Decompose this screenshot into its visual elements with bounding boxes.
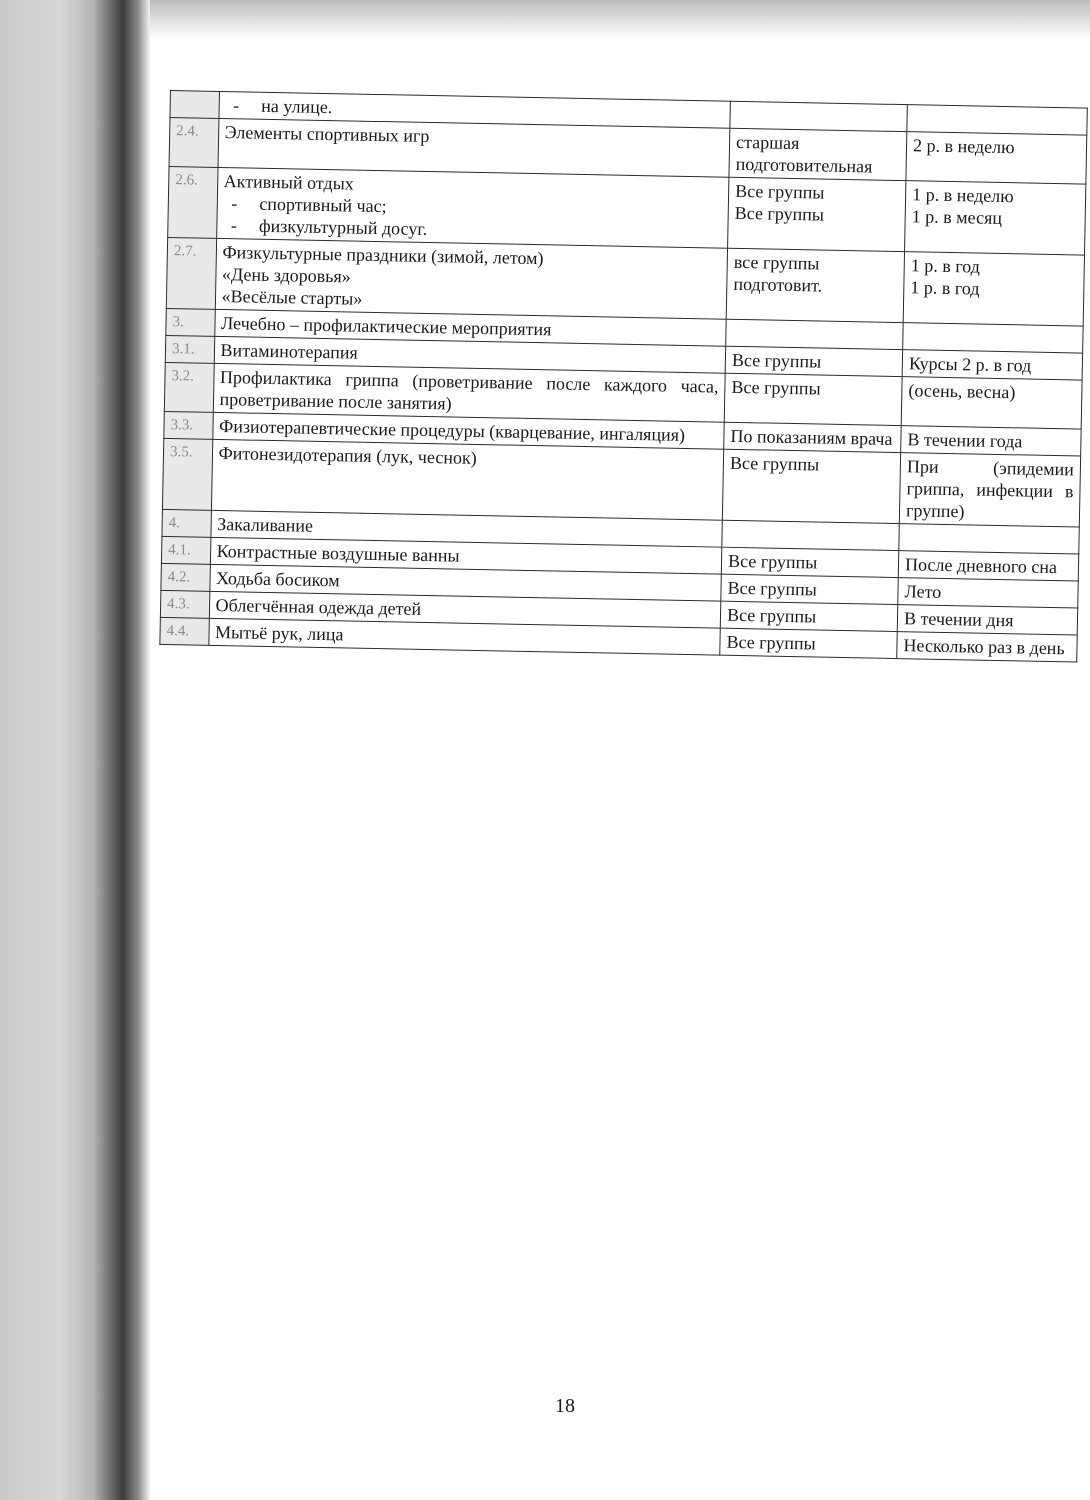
frequency-value: 1 р. в неделю <box>912 184 1014 207</box>
groups-cell <box>726 248 904 322</box>
measure-text: Ходьба босиком <box>215 567 340 591</box>
table-body <box>160 91 1087 663</box>
group-value: все группы <box>733 251 820 274</box>
row-number: 3.5. <box>162 438 212 510</box>
row-number: 2.7. <box>166 237 216 309</box>
frequency-cell <box>901 377 1082 429</box>
frequency-cell <box>903 323 1083 353</box>
group-value: Все группы <box>727 550 818 573</box>
groups-cell <box>724 422 902 452</box>
row-number: 4.3. <box>160 590 209 618</box>
list-dash: - <box>231 193 238 214</box>
row-number: 3.3. <box>164 411 213 439</box>
row-number: 2.6. <box>168 166 218 238</box>
frequency-value: (осень, весна) <box>908 380 1016 403</box>
measure-text: Элементы спортивных игр <box>224 122 430 146</box>
list-item-text: физкультурный досуг. <box>258 215 428 239</box>
frequency-cell <box>901 426 1081 456</box>
groups-cell <box>721 547 899 577</box>
list-dash: - <box>233 95 240 116</box>
frequency-value: В течении дня <box>903 608 1014 631</box>
frequency-cell <box>907 105 1087 135</box>
row-number: 3.1. <box>165 335 214 363</box>
frequency-cell <box>905 181 1086 255</box>
measure-text: Лечебно – профилактические мероприятия <box>220 313 552 340</box>
groups-cell <box>720 601 898 631</box>
frequency-cell <box>898 578 1078 608</box>
group-value: Все группы <box>735 180 825 203</box>
frequency-cell <box>906 132 1087 184</box>
list-item-text: спортивный час; <box>259 193 387 217</box>
frequency-value: В течении года <box>907 429 1023 452</box>
frequency-value: Несколько раз в день <box>903 635 1065 659</box>
row-number: 4.4. <box>160 617 209 645</box>
measures-table <box>159 90 1087 663</box>
frequency-cell <box>899 524 1079 554</box>
groups-cell <box>720 628 898 658</box>
group-value: Все группы <box>727 577 817 600</box>
row-number: 3.2. <box>164 362 213 412</box>
row-number: 4.1. <box>161 536 210 564</box>
group-value: Все группы <box>726 604 817 627</box>
group-value: старшая подготовительная <box>735 131 873 177</box>
measure-text: Физиотерапевтические процедуры (кварцевание, ингаляция) <box>218 416 686 445</box>
group-value: Все группы <box>731 349 822 372</box>
frequency-value: После дневного сна <box>904 554 1058 578</box>
row-number: 4.2. <box>161 563 210 591</box>
measure-text: Профилактика гриппа (проветривание после каждого часа, проветривание после занятия) <box>219 367 719 414</box>
frequency-value: 1 р. в год <box>910 277 980 299</box>
groups-cell <box>726 319 904 349</box>
measure-text: Витаминотерапия <box>220 340 359 363</box>
frequency-cell <box>897 632 1077 662</box>
frequency-value: 1 р. в месяц <box>911 206 1003 228</box>
group-value: Все группы <box>731 376 821 399</box>
measure-cell <box>215 238 728 319</box>
measure-text: Фитонезидотерапия (лук, чеснок) <box>218 443 477 468</box>
measure-text: Контрастные воздушные ванны <box>216 540 460 566</box>
group-value: подготовит. <box>733 273 823 296</box>
measure-text: «День здоровья» <box>221 264 351 287</box>
row-number: 2.4. <box>169 118 218 168</box>
groups-cell <box>722 520 900 550</box>
measure-title: Активный отдых <box>223 171 354 194</box>
frequency-cell <box>899 453 1080 527</box>
groups-cell <box>728 177 906 251</box>
group-value: Все группы <box>726 631 816 654</box>
groups-cell <box>724 373 902 425</box>
frequency-value: Лето <box>904 581 942 602</box>
frequency-value: Курсы 2 р. в год <box>908 353 1032 376</box>
measure-text: Мытьё рук, лица <box>214 621 344 645</box>
frequency-cell <box>903 252 1084 326</box>
row-number: 4. <box>162 509 211 537</box>
groups-cell <box>730 101 908 131</box>
frequency-cell <box>902 350 1082 380</box>
measure-cell <box>211 439 724 520</box>
list-dash: - <box>230 215 238 236</box>
document-page <box>150 40 1090 1500</box>
row-number: 3. <box>166 308 215 336</box>
groups-cell <box>725 346 903 376</box>
list-item-text: на улице. <box>261 95 333 118</box>
row-number <box>170 91 219 119</box>
scan-shadow-left <box>0 0 150 1500</box>
measure-text: «Весёлые старты» <box>221 286 363 309</box>
measure-text: Физкультурные праздники (зимой, летом) <box>222 242 544 269</box>
groups-cell <box>729 128 907 180</box>
groups-cell <box>722 449 900 523</box>
groups-cell <box>721 574 899 604</box>
measure-cell <box>216 167 729 248</box>
measure-text: Облегчённая одежда детей <box>215 594 422 619</box>
frequency-value: 1 р. в год <box>910 255 981 277</box>
group-value: По показаниям врача <box>730 425 893 449</box>
page-number: 18 <box>555 1395 575 1417</box>
frequency-value: 2 р. в неделю <box>912 135 1015 158</box>
frequency-cell <box>898 551 1078 581</box>
frequency-cell <box>897 605 1077 635</box>
measure-text: Закаливание <box>217 513 314 536</box>
group-value: Все группы <box>729 452 820 475</box>
scan-shadow-top <box>150 0 1090 40</box>
group-value: Все группы <box>734 202 825 225</box>
frequency-value: При (эпидемии гриппа, инфекции в группе) <box>905 456 1075 522</box>
